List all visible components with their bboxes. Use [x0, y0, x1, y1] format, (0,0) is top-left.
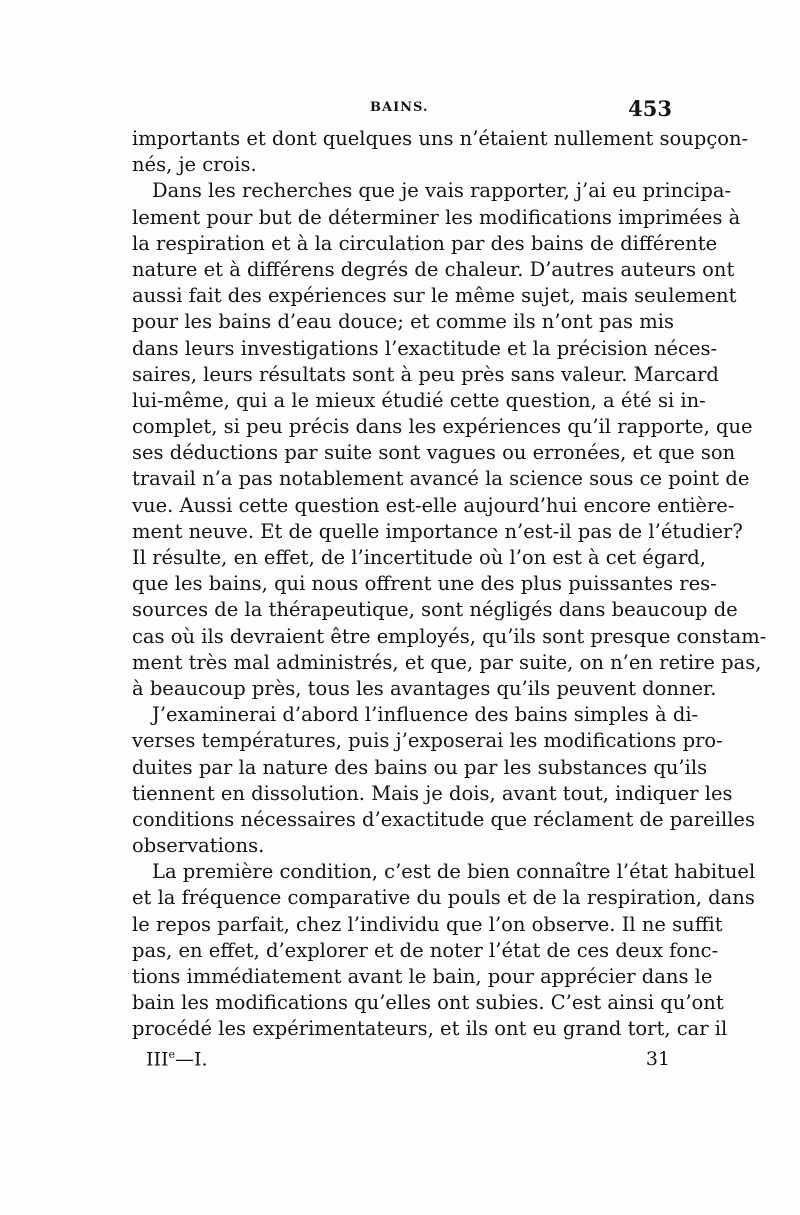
text-line: vue. Aussi cette question est-elle aujourd’hui encore entière- [132, 493, 735, 517]
text-line: procédé les expérimentateurs, et ils ont eu grand tort, car il [132, 1017, 728, 1041]
text-line: tiennent en dissolution. Mais je dois, avant tout, indiquer les [132, 781, 733, 805]
text-line: le repos parfait, chez l’individu que l’on observe. Il ne suffit [132, 912, 723, 936]
running-head [132, 96, 672, 120]
text-line: pour les bains d’eau douce; et comme ils n’ont pas mis [132, 310, 674, 334]
text-line: et la fréquence comparative du pouls et de la respiration, dans [132, 886, 755, 910]
text-line: observations. [132, 834, 265, 858]
text-line: Dans les recherches que je vais rapporter, j’ai eu principa- [152, 179, 732, 203]
text-line: J’examinerai d’abord l’influence des bains simples à di- [152, 703, 699, 727]
text-line: nature et à différens degrés de chaleur. D’autres auteurs ont [132, 257, 735, 281]
page-number: 453 [628, 96, 672, 121]
body-text [132, 126, 767, 1043]
text-line: complet, si peu précis dans les expériences qu’il rapporte, que [132, 415, 753, 439]
text-line: verses températures, puis j’exposerai les modifications pro- [132, 729, 723, 753]
text-line: ment très mal administrés, et que, par suite, on n’en retire pas, [132, 650, 762, 674]
text-line: pas, en effet, d’explorer et de noter l’état de ces deux fonc- [132, 938, 719, 962]
text-line: saires, leurs résultats sont à peu près sans valeur. Marcard [132, 362, 719, 386]
text-line: ment neuve. Et de quelle importance n’est-il pas de l’étudier? [132, 519, 743, 543]
signature-main: III [146, 1048, 169, 1071]
text-line: ses déductions par suite sont vagues ou erronées, et que son [132, 441, 736, 465]
text-line: conditions nécessaires d’exactitude que réclament de pareilles [132, 807, 755, 831]
text-line: lui-même, qui a le mieux étudié cette question, a été si in- [132, 388, 706, 412]
signature-mark [146, 1048, 208, 1070]
text-line: dans leurs investigations l’exactitude et la précision néces- [132, 336, 718, 360]
running-title: BAINS. [370, 100, 429, 115]
text-line: travail n’a pas notablement avancé la science sous ce point de [132, 467, 750, 491]
signature-tail: —I. [175, 1048, 208, 1071]
text-line: importants et dont quelques uns n’étaient nullement soupçon- [132, 127, 749, 150]
text-line: duites par la nature des bains ou par les substances qu’ils [132, 755, 708, 779]
text-line: cas où ils devraient être employés, qu’ils sont presque constam- [132, 624, 767, 648]
text-line: à beaucoup près, tous les avantages qu’ils peuvent donner. [132, 676, 717, 700]
text-line: lement pour but de déterminer les modifications imprimées à [132, 205, 741, 229]
text-line: Il résulte, en effet, de l’incertitude où l’on est à cet égard, [132, 546, 706, 569]
text-line: nés, je crois. [132, 153, 257, 177]
text-line: tions immédiatement avant le bain, pour apprécier dans le [132, 965, 713, 988]
text-line: sources de la thérapeutique, sont négligés dans beaucoup de [132, 598, 738, 622]
text-line: aussi fait des expériences sur le même sujet, mais seulement [132, 284, 737, 308]
page-footer [132, 1048, 670, 1078]
text-line: que les bains, qui nous offrent une des plus puissantes res- [132, 572, 717, 596]
text-line: La première condition, c’est de bien connaître l’état habituel [152, 860, 756, 884]
signature-superscript: e [168, 1048, 176, 1061]
text-line: la respiration et à la circulation par des bains de différente [132, 231, 718, 255]
text-line: bain les modifications qu’elles ont subies. C’est ainsi qu’ont [132, 991, 724, 1015]
sheet-number: 31 [645, 1048, 670, 1070]
